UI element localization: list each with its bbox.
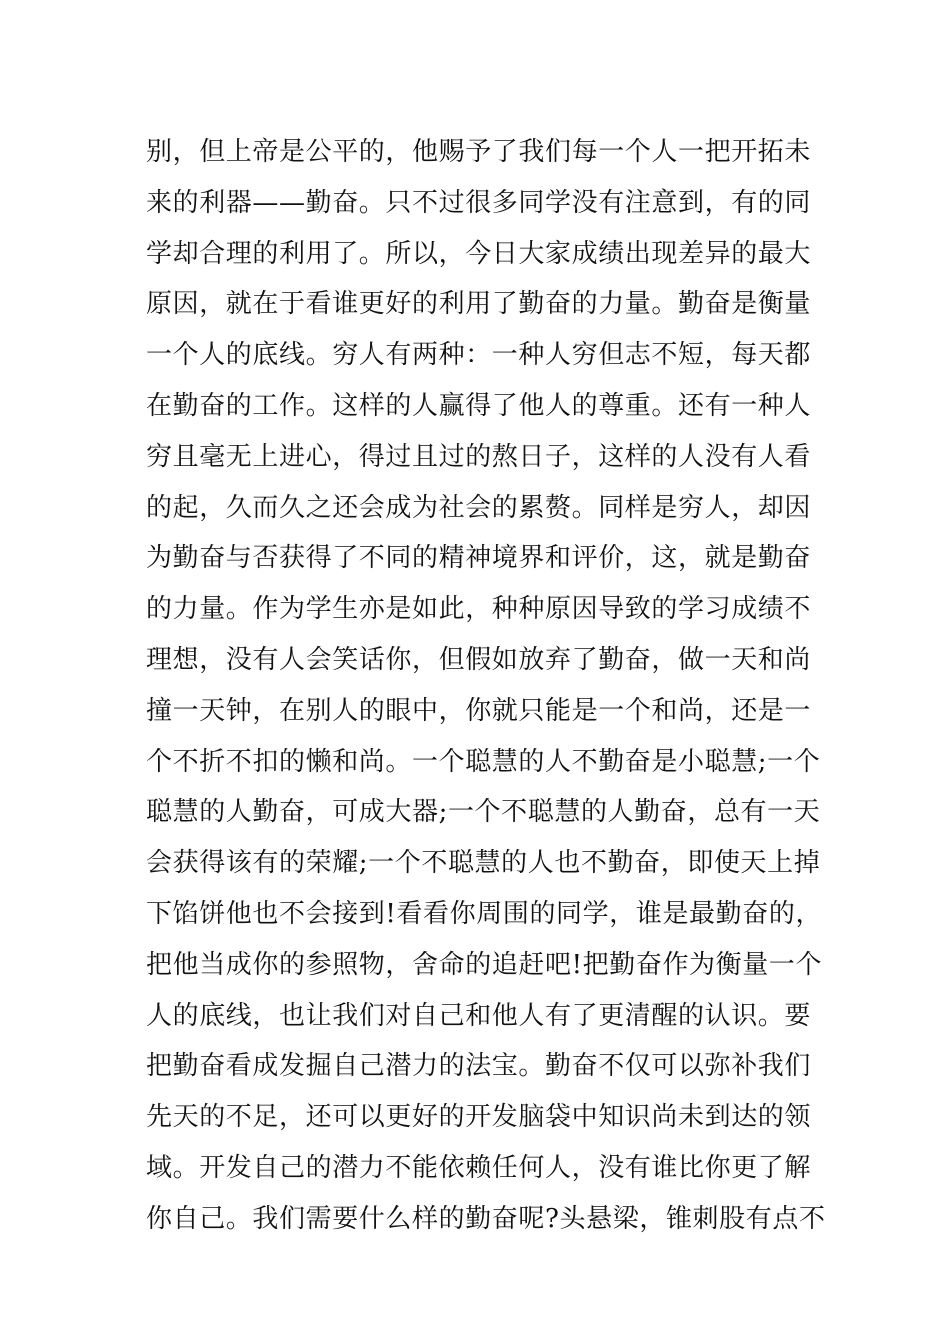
text-line: 聪慧的人勤奋，可成大器;一个不聪慧的人勤奋，总有一天	[146, 797, 821, 828]
text-line: 为勤奋与否获得了不同的精神境界和评价，这，就是勤奋	[146, 543, 812, 574]
body-text	[146, 127, 826, 1245]
text-line: 别，但上帝是公平的，他赐予了我们每一个人一把开拓未	[146, 137, 812, 167]
text-line: 把勤奋看成发掘自己潜力的法宝。勤奋不仅可以弥补我们	[146, 1051, 812, 1082]
text-line: 人的底线，也让我们对自己和他人有了更清醒的认识。要	[146, 1000, 812, 1031]
text-line: 来的利器——勤奋。只不过很多同学没有注意到，有的同	[146, 187, 812, 218]
text-line: 穷且毫无上进心，得过且过的熬日子，这样的人没有人看	[146, 441, 812, 472]
text-line: 理想，没有人会笑话你，但假如放弃了勤奋，做一天和尚	[146, 644, 812, 675]
text-line: 域。开发自己的潜力不能依赖任何人，没有谁比你更了解	[146, 1152, 812, 1183]
text-line: 学却合理的利用了。所以，今日大家成绩出现差异的最大	[146, 238, 812, 269]
text-line: 会获得该有的荣耀;一个不聪慧的人也不勤奋，即使天上掉	[146, 848, 821, 879]
text-line: 先天的不足，还可以更好的开发脑袋中知识尚未到达的领	[146, 1102, 812, 1133]
text-line: 把他当成你的参照物，舍命的追赶吧!把勤奋作为衡量一个	[146, 949, 823, 980]
text-line: 的力量。作为学生亦是如此，种种原因导致的学习成绩不	[146, 594, 812, 625]
text-line: 个不折不扣的懒和尚。一个聪慧的人不勤奋是小聪慧;一个	[146, 746, 821, 777]
text-line: 原因，就在于看谁更好的利用了勤奋的力量。勤奋是衡量	[146, 289, 812, 320]
text-line: 撞一天钟，在别人的眼中，你就只能是一个和尚，还是一	[146, 695, 812, 726]
text-line: 你自己。我们需要什么样的勤奋呢?头悬梁，锥刺股有点不	[146, 1203, 826, 1234]
text-line: 一个人的底线。穷人有两种：一种人穷但志不短，每天都	[146, 340, 812, 371]
text-line: 在勤奋的工作。这样的人赢得了他人的尊重。还有一种人	[146, 390, 812, 421]
text-line: 下馅饼他也不会接到!看看你周围的同学，谁是最勤奋的，	[146, 898, 823, 929]
text-line: 的起，久而久之还会成为社会的累赘。同样是穷人，却因	[146, 492, 812, 523]
